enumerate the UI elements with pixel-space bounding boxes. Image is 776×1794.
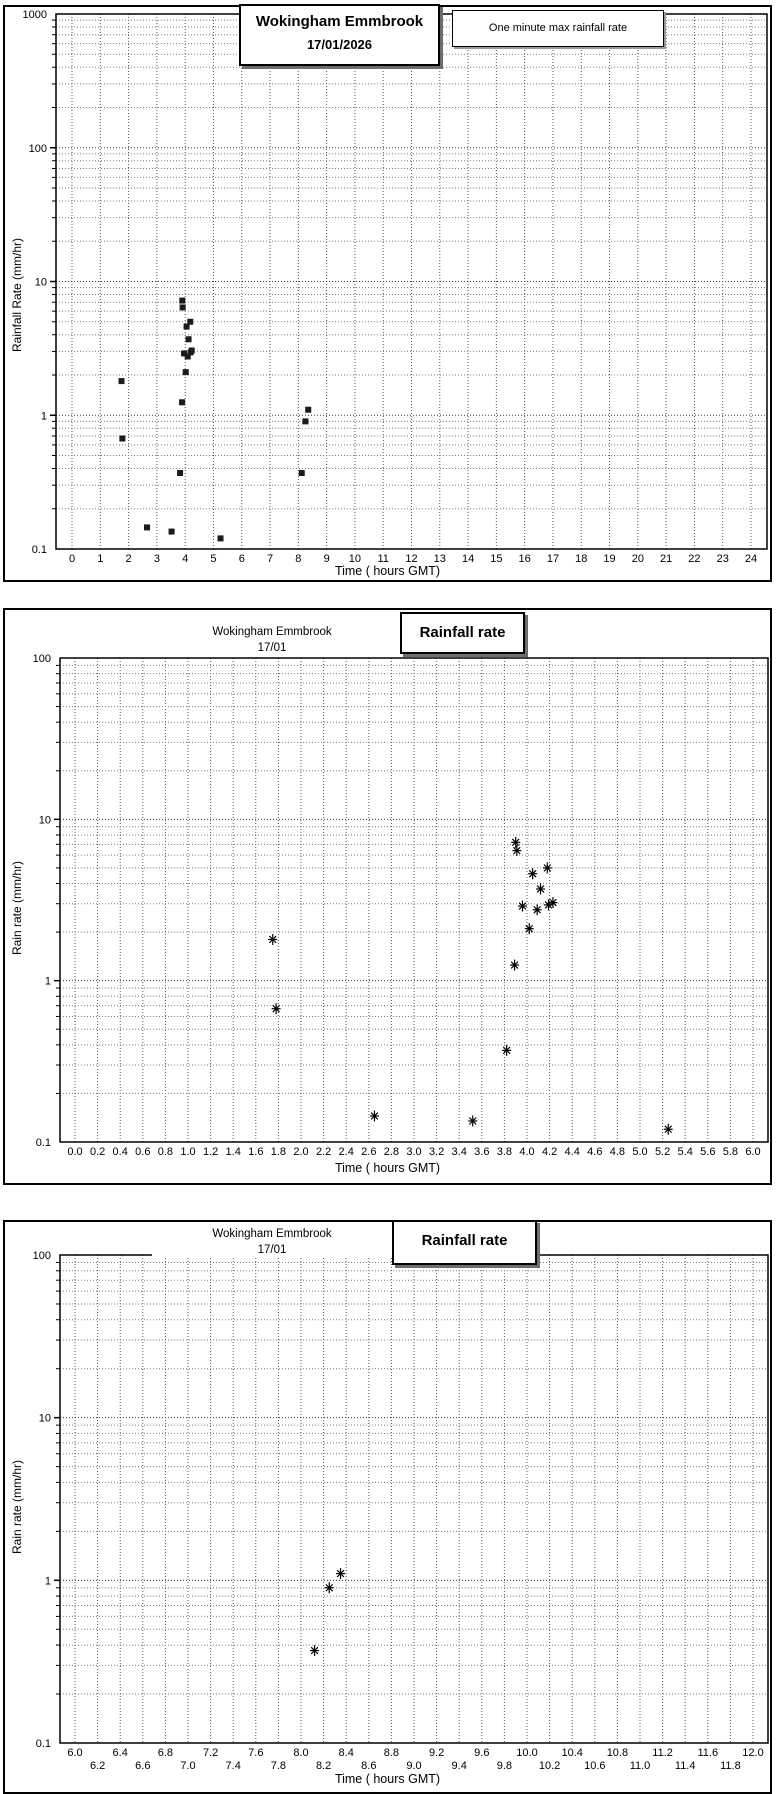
axis-labels xyxy=(33,653,761,1158)
svg-text:1.6: 1.6 xyxy=(248,1146,264,1158)
svg-text:1000: 1000 xyxy=(22,9,47,21)
y-axis-title: Rainfall Rate (mm/hr) xyxy=(10,237,24,352)
svg-text:0.4: 0.4 xyxy=(112,1146,128,1158)
rainfall-rate-box: Rainfall rate xyxy=(392,1220,537,1265)
station-name: Wokingham Emmbrook xyxy=(212,1228,332,1240)
chart-0-6h xyxy=(5,610,770,1183)
svg-text:5.4: 5.4 xyxy=(677,1146,693,1158)
svg-text:8.6: 8.6 xyxy=(361,1760,377,1772)
svg-text:10: 10 xyxy=(38,1412,51,1425)
svg-text:5.6: 5.6 xyxy=(700,1146,716,1158)
svg-text:11.8: 11.8 xyxy=(720,1760,741,1772)
svg-text:16: 16 xyxy=(518,553,531,565)
svg-text:6.2: 6.2 xyxy=(89,1760,106,1772)
chart-6-12h xyxy=(5,1222,770,1792)
panel-6-12h xyxy=(3,1220,772,1794)
svg-text:23: 23 xyxy=(716,553,729,565)
svg-text:9.2: 9.2 xyxy=(428,1747,445,1759)
svg-text:4.8: 4.8 xyxy=(609,1146,626,1158)
points xyxy=(119,298,312,542)
svg-text:1.0: 1.0 xyxy=(180,1146,196,1158)
y-axis-title: Rain rate (mm/hr) xyxy=(10,860,24,955)
axis-ticks xyxy=(50,20,56,509)
svg-text:0.0: 0.0 xyxy=(67,1146,83,1158)
station-name: Wokingham Emmbrook xyxy=(212,626,332,638)
svg-text:0.8: 0.8 xyxy=(157,1146,174,1158)
svg-text:2.4: 2.4 xyxy=(338,1146,354,1158)
svg-text:9.8: 9.8 xyxy=(496,1760,513,1772)
svg-text:11: 11 xyxy=(377,553,389,565)
svg-text:13: 13 xyxy=(433,553,446,565)
svg-text:7.2: 7.2 xyxy=(202,1747,219,1759)
svg-text:1: 1 xyxy=(44,975,51,988)
svg-text:8.0: 8.0 xyxy=(293,1747,309,1759)
axis-ticks xyxy=(54,1262,60,1694)
svg-text:8.4: 8.4 xyxy=(338,1747,354,1759)
chart-date: 17/01 xyxy=(257,1244,287,1256)
svg-text:10.2: 10.2 xyxy=(538,1760,561,1772)
panel-daily-max xyxy=(3,5,772,582)
svg-text:3.4: 3.4 xyxy=(451,1146,467,1158)
svg-text:2.8: 2.8 xyxy=(383,1146,400,1158)
axis-ticks xyxy=(54,665,60,1093)
svg-text:19: 19 xyxy=(603,553,616,565)
svg-text:10: 10 xyxy=(348,553,362,565)
station-name: Wokingham Emmbrook xyxy=(255,13,424,30)
svg-text:100: 100 xyxy=(28,142,47,155)
svg-text:11.2: 11.2 xyxy=(652,1747,673,1759)
svg-text:14: 14 xyxy=(461,553,475,565)
chart-title xyxy=(152,626,392,654)
svg-text:4: 4 xyxy=(182,553,189,565)
svg-text:3.2: 3.2 xyxy=(428,1146,445,1158)
svg-text:24: 24 xyxy=(744,553,758,565)
svg-text:0.1: 0.1 xyxy=(31,544,47,556)
svg-text:4.6: 4.6 xyxy=(587,1146,603,1158)
svg-text:3.6: 3.6 xyxy=(474,1146,490,1158)
y-axis-title: Rain rate (mm/hr) xyxy=(10,1459,24,1554)
svg-text:2.2: 2.2 xyxy=(315,1146,332,1158)
points xyxy=(310,1568,345,1656)
svg-text:1.8: 1.8 xyxy=(270,1146,287,1158)
chart-title xyxy=(152,1228,392,1256)
svg-text:12: 12 xyxy=(405,553,418,565)
svg-text:4.0: 4.0 xyxy=(519,1146,535,1158)
svg-text:3.8: 3.8 xyxy=(496,1146,513,1158)
svg-text:1: 1 xyxy=(44,1575,51,1588)
svg-text:6: 6 xyxy=(238,553,245,565)
svg-text:8.8: 8.8 xyxy=(383,1747,400,1759)
points xyxy=(268,837,673,1135)
svg-text:5.8: 5.8 xyxy=(722,1146,739,1158)
svg-text:12.0: 12.0 xyxy=(742,1747,764,1759)
svg-text:4.4: 4.4 xyxy=(564,1146,580,1158)
svg-text:11.4: 11.4 xyxy=(674,1760,696,1772)
svg-text:1.4: 1.4 xyxy=(225,1146,241,1158)
svg-text:9.4: 9.4 xyxy=(451,1760,467,1772)
svg-text:0: 0 xyxy=(68,553,76,565)
svg-text:5.0: 5.0 xyxy=(632,1146,648,1158)
svg-text:6.0: 6.0 xyxy=(745,1146,761,1158)
svg-text:10.4: 10.4 xyxy=(561,1747,583,1759)
svg-text:21: 21 xyxy=(660,553,673,565)
svg-text:2: 2 xyxy=(125,553,132,565)
svg-text:8.2: 8.2 xyxy=(315,1760,332,1772)
svg-text:6.4: 6.4 xyxy=(112,1747,128,1759)
svg-text:10.6: 10.6 xyxy=(584,1760,606,1772)
svg-text:10: 10 xyxy=(34,276,47,289)
grid xyxy=(60,658,768,1142)
grid xyxy=(60,1255,768,1743)
svg-text:0.6: 0.6 xyxy=(135,1146,151,1158)
svg-text:9.0: 9.0 xyxy=(406,1760,422,1772)
x-axis-title: Time ( hours GMT) xyxy=(334,564,441,578)
x-axis-title: Time ( hours GMT) xyxy=(334,1772,441,1786)
svg-text:7: 7 xyxy=(266,553,274,565)
svg-text:100: 100 xyxy=(32,1250,51,1262)
daily-chart xyxy=(5,7,770,580)
svg-text:1: 1 xyxy=(97,553,104,565)
svg-text:3: 3 xyxy=(153,553,160,565)
svg-text:0.1: 0.1 xyxy=(35,1738,51,1750)
svg-text:10.0: 10.0 xyxy=(516,1747,538,1759)
chart-date: 17/01/2026 xyxy=(306,37,373,52)
svg-text:0.1: 0.1 xyxy=(35,1137,51,1149)
svg-text:10.8: 10.8 xyxy=(606,1747,629,1759)
svg-text:5.2: 5.2 xyxy=(654,1146,671,1158)
svg-text:1.2: 1.2 xyxy=(202,1146,219,1158)
svg-text:22: 22 xyxy=(688,553,701,565)
axis-labels xyxy=(23,9,758,565)
svg-text:9: 9 xyxy=(323,553,330,565)
svg-text:8: 8 xyxy=(295,553,302,565)
svg-text:7.4: 7.4 xyxy=(225,1760,241,1772)
svg-text:7.8: 7.8 xyxy=(270,1760,287,1772)
x-axis-title: Time ( hours GMT) xyxy=(334,1161,441,1175)
svg-text:0.2: 0.2 xyxy=(89,1146,106,1158)
svg-text:15: 15 xyxy=(490,553,503,565)
svg-text:17: 17 xyxy=(546,553,560,565)
panel-0-6h xyxy=(3,608,772,1185)
svg-text:100: 100 xyxy=(32,653,51,665)
svg-text:6.8: 6.8 xyxy=(157,1747,174,1759)
svg-text:9.6: 9.6 xyxy=(474,1747,490,1759)
svg-text:3.0: 3.0 xyxy=(406,1146,422,1158)
grid xyxy=(56,14,767,549)
svg-text:6.6: 6.6 xyxy=(135,1760,151,1772)
svg-text:6.0: 6.0 xyxy=(67,1747,83,1759)
rainfall-rate-box: Rainfall rate xyxy=(400,612,525,654)
svg-text:1: 1 xyxy=(40,410,47,423)
svg-text:7.6: 7.6 xyxy=(248,1747,264,1759)
svg-text:10: 10 xyxy=(38,814,51,827)
chart-date: 17/01 xyxy=(257,642,287,654)
rate-note-box: One minute max rainfall rate xyxy=(452,10,664,47)
svg-text:11.0: 11.0 xyxy=(629,1760,651,1772)
svg-text:2.6: 2.6 xyxy=(361,1146,377,1158)
svg-text:7.0: 7.0 xyxy=(180,1760,196,1772)
svg-text:5: 5 xyxy=(210,553,217,565)
svg-text:2.0: 2.0 xyxy=(293,1146,309,1158)
svg-text:18: 18 xyxy=(575,553,588,565)
svg-text:4.2: 4.2 xyxy=(541,1146,558,1158)
station-date-box xyxy=(239,4,440,66)
svg-text:20: 20 xyxy=(631,553,644,565)
svg-text:11.6: 11.6 xyxy=(697,1747,719,1759)
